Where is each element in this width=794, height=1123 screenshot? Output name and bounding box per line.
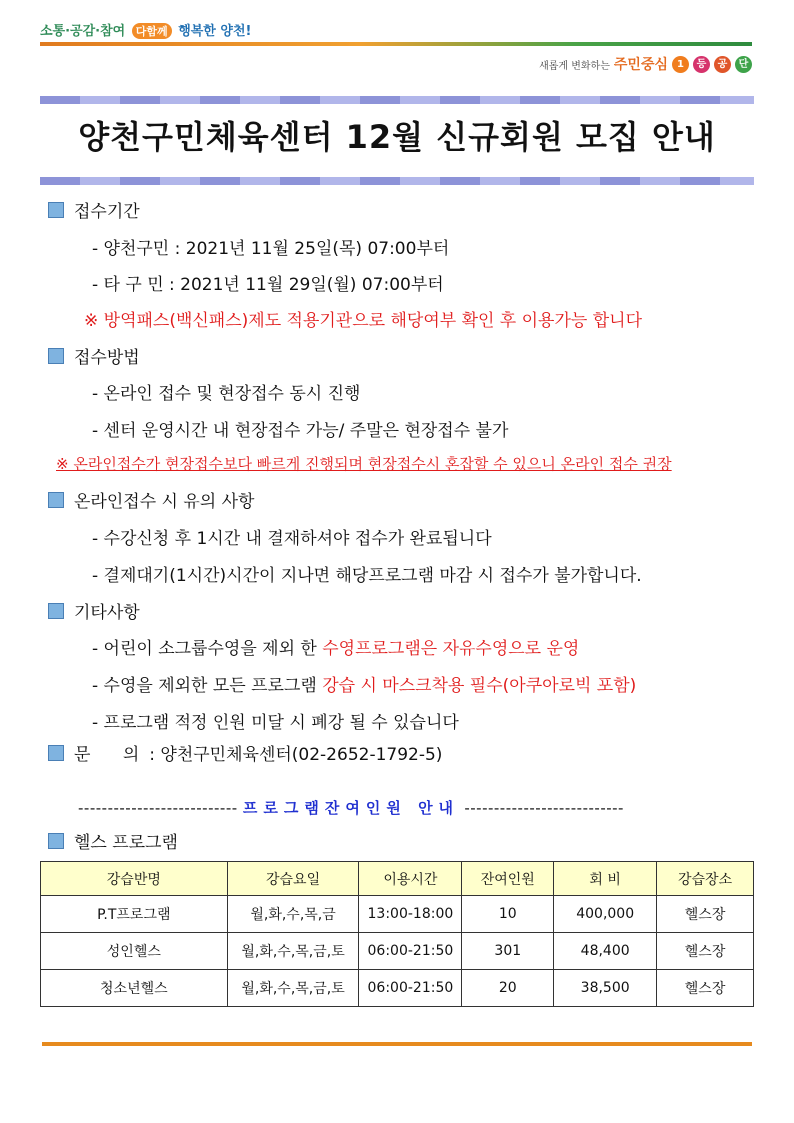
square-bullet-icon bbox=[48, 603, 64, 619]
dashes-left: --------------------------- bbox=[78, 799, 238, 817]
table-cell: 13:00-18:00 bbox=[359, 896, 462, 933]
section-heading: 헬스 프로그램 bbox=[74, 833, 178, 853]
text-highlight: 강습 시 마스크착용 필수(아쿠아로빅 포함) bbox=[322, 676, 637, 696]
table-cell: 헬스장 bbox=[657, 933, 754, 970]
inquiry-label: 문 의 bbox=[74, 745, 140, 765]
table-row bbox=[41, 933, 754, 970]
text-line: - 수강신청 후 1시간 내 결재하셔야 접수가 완료됩니다 bbox=[92, 529, 492, 549]
square-bullet-icon bbox=[48, 833, 64, 849]
center-badge-sub: 새롭게 변화하는 bbox=[539, 60, 610, 72]
section-heading: 접수기간 bbox=[74, 202, 140, 222]
table-cell: 400,000 bbox=[554, 896, 657, 933]
dashes-right: --------------------------- bbox=[464, 799, 624, 817]
notice-online-recommended: ※ 온라인접수가 현장접수보다 빠르게 진행되며 현장접수시 혼잡할 수 있으니 온라인 접수 권장 bbox=[56, 455, 672, 473]
text-line-swimming bbox=[92, 634, 579, 659]
section-other bbox=[48, 598, 140, 623]
column-header: 강습요일 bbox=[227, 862, 359, 896]
table-cell: 20 bbox=[462, 970, 554, 1007]
table-cell: 06:00-21:50 bbox=[359, 933, 462, 970]
inquiry-value: : 양천구민체육센터(02-2652-1792-5) bbox=[149, 745, 443, 765]
square-bullet-icon bbox=[48, 348, 64, 364]
text-line: - 프로그램 적정 인원 미달 시 폐강 될 수 있습니다 bbox=[92, 713, 459, 733]
table-cell: 성인헬스 bbox=[41, 933, 228, 970]
section-health-program bbox=[48, 828, 178, 853]
remaining-banner bbox=[78, 797, 624, 818]
section-reception-period bbox=[48, 197, 140, 222]
text-line: - 양천구민 : 2021년 11월 25일(목) 07:00부터 bbox=[92, 239, 450, 259]
slogan bbox=[40, 20, 251, 39]
column-header: 회 비 bbox=[554, 862, 657, 896]
page-title: 양천구민체육센터 12월 신규회원 모집 안내 bbox=[78, 118, 716, 156]
badge-circle-1: 1 bbox=[672, 56, 689, 73]
square-bullet-icon bbox=[48, 745, 64, 761]
center-badge bbox=[539, 54, 752, 74]
section-inquiry bbox=[48, 740, 442, 765]
text-line: - 타 구 민 : 2021년 11월 29일(월) 07:00부터 bbox=[92, 275, 444, 295]
table-cell: 헬스장 bbox=[657, 896, 754, 933]
header-divider bbox=[40, 42, 752, 46]
table-cell: 월,화,수,목,금,토 bbox=[227, 933, 359, 970]
table-cell: 38,500 bbox=[554, 970, 657, 1007]
center-badge-main: 주민중심 bbox=[613, 57, 668, 73]
footer-divider bbox=[42, 1042, 752, 1046]
slogan-text-2: 행복한 양천! bbox=[178, 24, 252, 39]
column-header: 이용시간 bbox=[359, 862, 462, 896]
column-header: 잔여인원 bbox=[462, 862, 554, 896]
square-bullet-icon bbox=[48, 202, 64, 218]
table-cell: 청소년헬스 bbox=[41, 970, 228, 1007]
table-cell: 월,화,수,목,금,토 bbox=[227, 970, 359, 1007]
section-heading: 접수방법 bbox=[74, 348, 140, 368]
table-cell: 월,화,수,목,금 bbox=[227, 896, 359, 933]
table-cell: P.T프로그램 bbox=[41, 896, 228, 933]
text-plain: - 어린이 소그룹수영을 제외 한 bbox=[92, 639, 323, 659]
title-bottom-bar bbox=[40, 177, 754, 185]
badge-circle-2: 등 bbox=[693, 56, 710, 73]
program-table bbox=[40, 861, 754, 1007]
section-heading: 기타사항 bbox=[74, 603, 140, 623]
table-header-row bbox=[41, 862, 754, 896]
table-cell: 헬스장 bbox=[657, 970, 754, 1007]
slogan-badge: 다함께 bbox=[132, 23, 172, 39]
table-row bbox=[41, 896, 754, 933]
table-cell: 48,400 bbox=[554, 933, 657, 970]
badge-circle-4: 단 bbox=[735, 56, 752, 73]
section-reception-method bbox=[48, 343, 140, 368]
text-highlight: 수영프로그램은 자유수영으로 운영 bbox=[322, 639, 580, 659]
badge-circle-3: 공 bbox=[714, 56, 731, 73]
column-header: 강습반명 bbox=[41, 862, 228, 896]
table-cell: 06:00-21:50 bbox=[359, 970, 462, 1007]
text-line-mask bbox=[92, 671, 636, 696]
remaining-banner-title: 프로그램잔여인원 안내 bbox=[242, 799, 460, 817]
slogan-text: 소통·공감·참여 bbox=[40, 24, 126, 39]
title-top-bar bbox=[40, 96, 754, 104]
table-cell: 301 bbox=[462, 933, 554, 970]
text-line: - 센터 운영시간 내 현장접수 가능/ 주말은 현장접수 불가 bbox=[92, 421, 509, 441]
notice-vaccine-pass: ※ 방역패스(백신패스)제도 적용기관으로 해당여부 확인 후 이용가능 합니다 bbox=[84, 311, 642, 331]
table-row bbox=[41, 970, 754, 1007]
text-line: - 결제대기(1시간)시간이 지나면 해당프로그램 마감 시 접수가 불가합니다. bbox=[92, 566, 642, 586]
section-online-notes bbox=[48, 487, 254, 512]
text-line: - 온라인 접수 및 현장접수 동시 진행 bbox=[92, 384, 361, 404]
table-cell: 10 bbox=[462, 896, 554, 933]
column-header: 강습장소 bbox=[657, 862, 754, 896]
text-plain: - 수영을 제외한 모든 프로그램 bbox=[92, 676, 323, 696]
square-bullet-icon bbox=[48, 492, 64, 508]
section-heading: 온라인접수 시 유의 사항 bbox=[74, 492, 255, 512]
